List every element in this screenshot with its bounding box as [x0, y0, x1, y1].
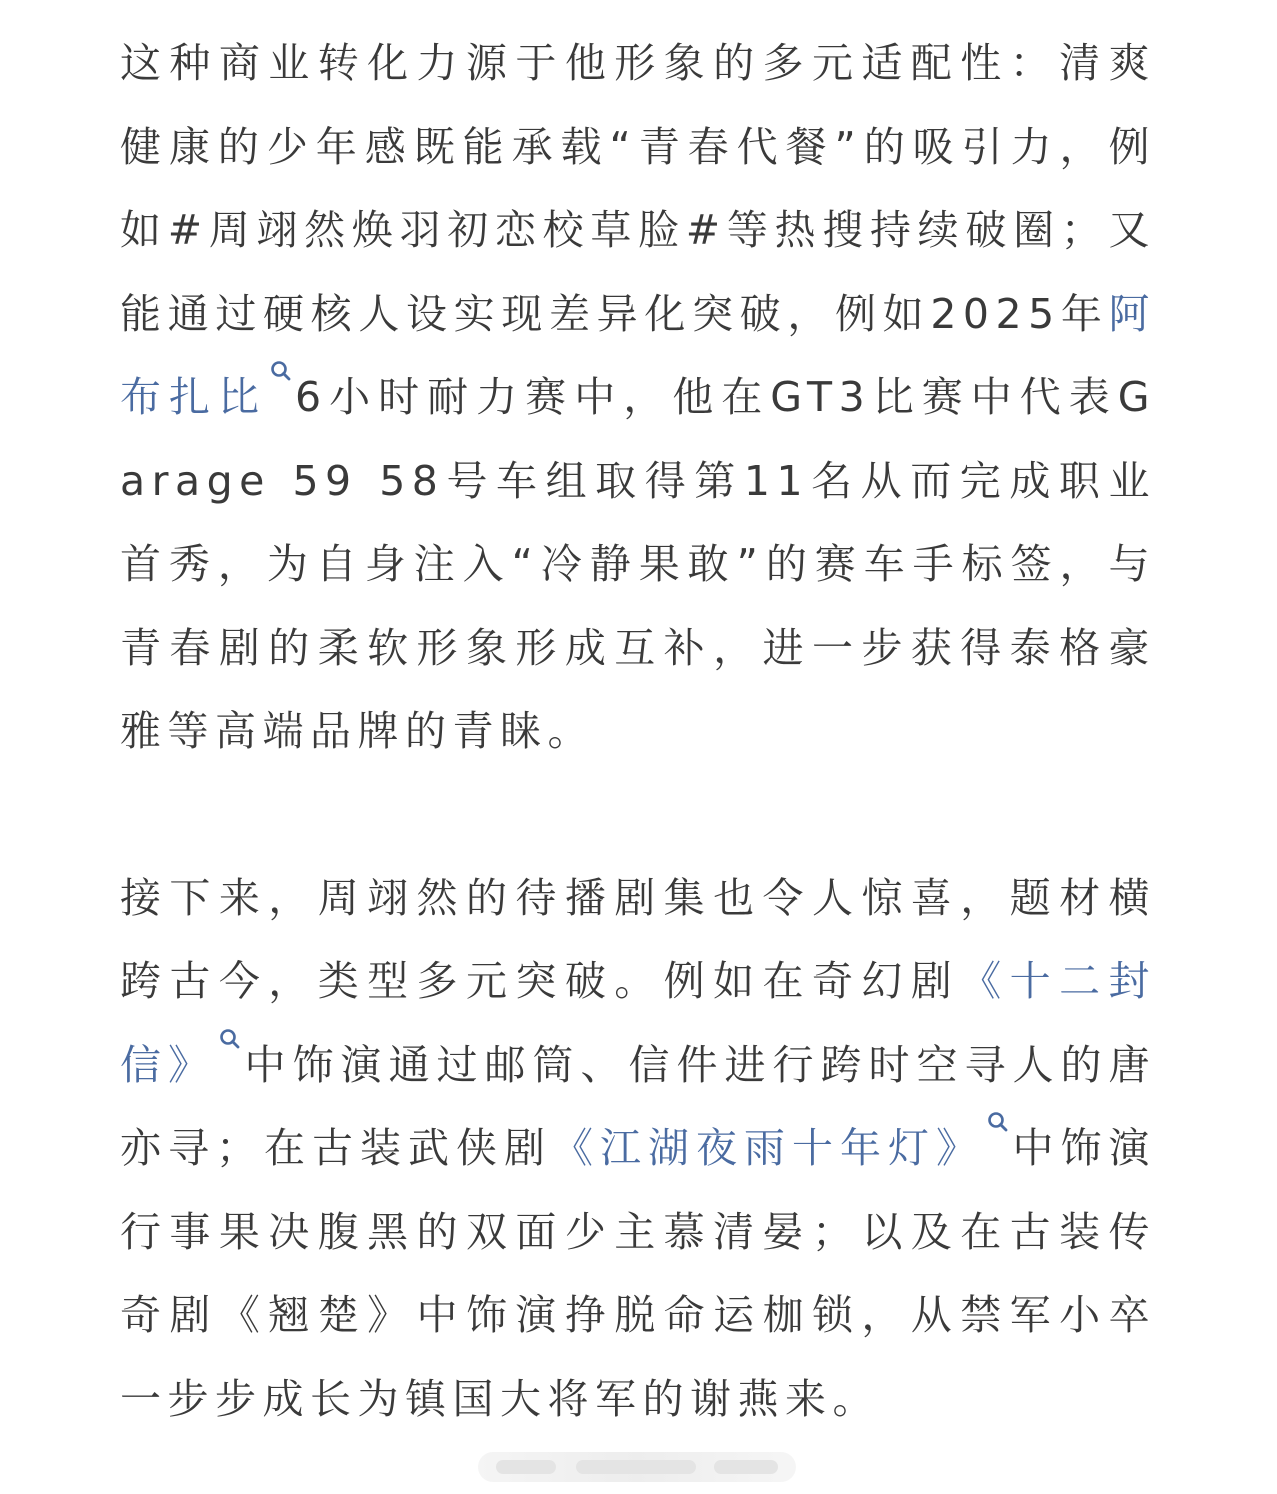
watermark-mark — [496, 1460, 556, 1474]
search-icon[interactable] — [267, 360, 293, 390]
paragraph-2-text-c: 中饰演行事果决腹黑的双面少主慕清晏；以及在古装传奇剧《翘楚》中饰演挣脱命运枷锁，从禁军小卒一步步成长为镇国大将军的谢燕来。 — [120, 1124, 1156, 1423]
paragraph-2-text-b: 中饰演通过邮筒、信件进行跨时空寻人的唐亦寻；在古装武侠剧 — [120, 1040, 1156, 1172]
paragraph-1-text-b: 6小时耐力赛中，他在GT3比赛中代表Garage 59 58号车组取得第11名从而完成职业首秀，为自身注入“冷静果敢”的赛车手标签，与青春剧的柔软形象形成互补，进一步获得泰格豪雅等高端品牌的青睐。 — [120, 373, 1157, 755]
article-body — [120, 22, 1156, 1441]
watermark-mark — [576, 1460, 696, 1474]
watermark — [478, 1452, 796, 1482]
link-jianghu-yeyu[interactable]: 《江湖夜雨十年灯》 — [552, 1124, 984, 1172]
link-twelve-letters[interactable]: 《十二封信》 — [120, 957, 1157, 1089]
paragraph-2 — [120, 857, 1156, 1442]
watermark-mark — [714, 1460, 778, 1474]
paragraph-1 — [120, 22, 1156, 774]
paragraph-2-text-a: 接下来，周翊然的待播剧集也令人惊喜，题材横跨古今，类型多元突破。例如在奇幻剧 — [120, 873, 1156, 1005]
search-icon[interactable] — [984, 1111, 1010, 1141]
link-abu-dhabi[interactable]: 阿布扎比 — [120, 289, 1156, 421]
paragraph-1-text-a: 这种商业转化力源于他形象的多元适配性：清爽健康的少年感既能承载“青春代餐”的吸引力，例如#周翊然焕羽初恋校草脸#等热搜持续破圈；又能通过硬核人设实现差异化突破，例如2025年 — [120, 39, 1156, 338]
search-icon[interactable] — [216, 1028, 242, 1058]
